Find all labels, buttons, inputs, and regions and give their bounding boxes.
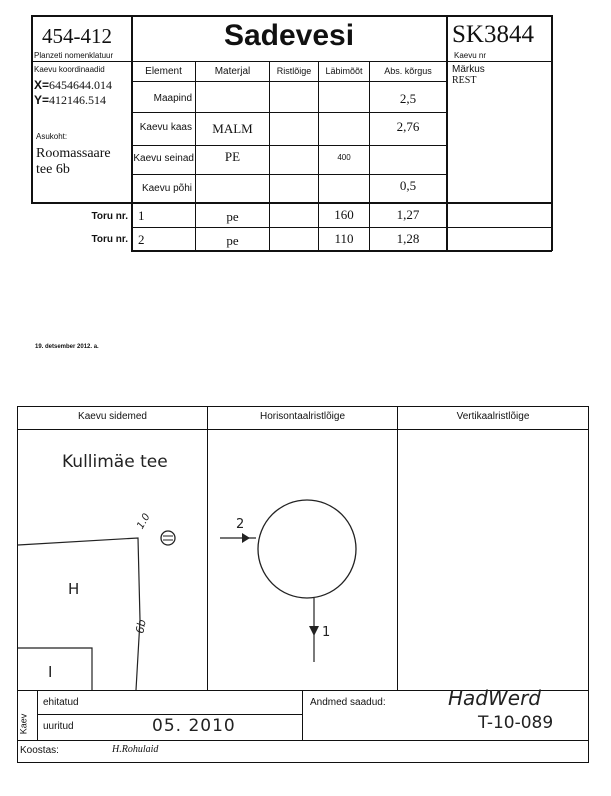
y-label: Y= [34,93,50,107]
location-line-1: Roomassaare [36,146,111,161]
pipe-1-material: pe [226,209,239,224]
row-bottom-level: 0,5 [399,178,417,193]
pipe-2-diameter: 110 [334,231,354,246]
pipe-1-label: Toru nr. [91,211,128,222]
data-source-code: T-10-089 [478,713,554,733]
author-value: H.Rohulaid [112,744,159,755]
pipe-2-level: 1,28 [396,231,420,246]
location-sketch [18,430,207,690]
header-diameter: Läbimõõt [325,66,363,76]
building-i-label: I [48,663,53,681]
pipe-2-material: pe [226,233,239,248]
data-source-signature: HadWerd [448,686,541,710]
well-number: SK3844 [452,21,534,48]
surveyed-value: 05. 2010 [152,716,236,736]
pipe-2-number: 2 [138,232,145,247]
y-coordinate: 412146.514 [49,93,107,107]
row-lid-element: Kaevu kaas [139,122,192,133]
well-caption: Kaevu nr [454,51,487,60]
pipe-1-marker: 1 [322,625,331,640]
plan-caption: Planzeti nomenklatuur [34,51,114,60]
distance-label: 1.0 [135,511,153,532]
header-abs-level: Abs. kõrgus [384,66,432,76]
street-label: Kullimäe tee [62,452,168,472]
pipe-1-diameter: 160 [334,207,354,222]
building-h-label: H [68,580,80,598]
row-bottom-element: Kaevu põhi [141,183,192,194]
panel-connections-title: Kaevu sidemed [78,411,147,422]
location-caption: Asukoht: [36,132,68,141]
panel-horizontal-title: Horisontaalristlõige [259,411,346,422]
header-remarks: Märkus [452,64,485,75]
row-lid-material: MALM [212,121,253,136]
x-coordinate: 6454644.014 [49,78,113,92]
author-label: Koostas: [20,745,59,756]
well-side-label: Kaev [18,713,29,735]
row-walls-element: Kaevu seinad [133,153,194,164]
header-cross-section: Ristlõige [276,66,312,76]
row-ground-level: 2,5 [399,91,417,106]
data-source-label: Andmed saadud: [310,697,386,708]
panel-vertical-title: Vertikaalristlõige [456,411,530,422]
horizontal-section-sketch [208,430,397,690]
pipe-1-number: 1 [138,208,145,223]
built-label: ehitatud [43,697,79,708]
pipe-2-label: Toru nr. [91,234,128,245]
header-element: Element [145,66,182,77]
row-walls-material: PE [224,149,241,164]
coords-caption: Kaevu koordinaadid [34,65,105,74]
pipe-1-level: 1,27 [396,207,420,222]
row-lid-level: 2,76 [396,119,420,134]
remarks-value: REST [452,75,477,86]
form-title: Sadevesi [223,19,355,52]
plan-number: 454-412 [42,24,112,48]
location-line-2: tee 6b [36,162,70,177]
header-material: Materjal [214,66,251,77]
row-ground-element: Maapind [153,93,192,104]
date-text: 19. detsember 2012. a. [35,344,99,350]
wall-label: 6b [133,618,149,635]
pipe-2-marker: 2 [236,517,245,532]
x-label: X= [34,78,50,92]
row-walls-diameter: 400 [337,153,351,162]
surveyed-label: uuritud [43,721,74,732]
